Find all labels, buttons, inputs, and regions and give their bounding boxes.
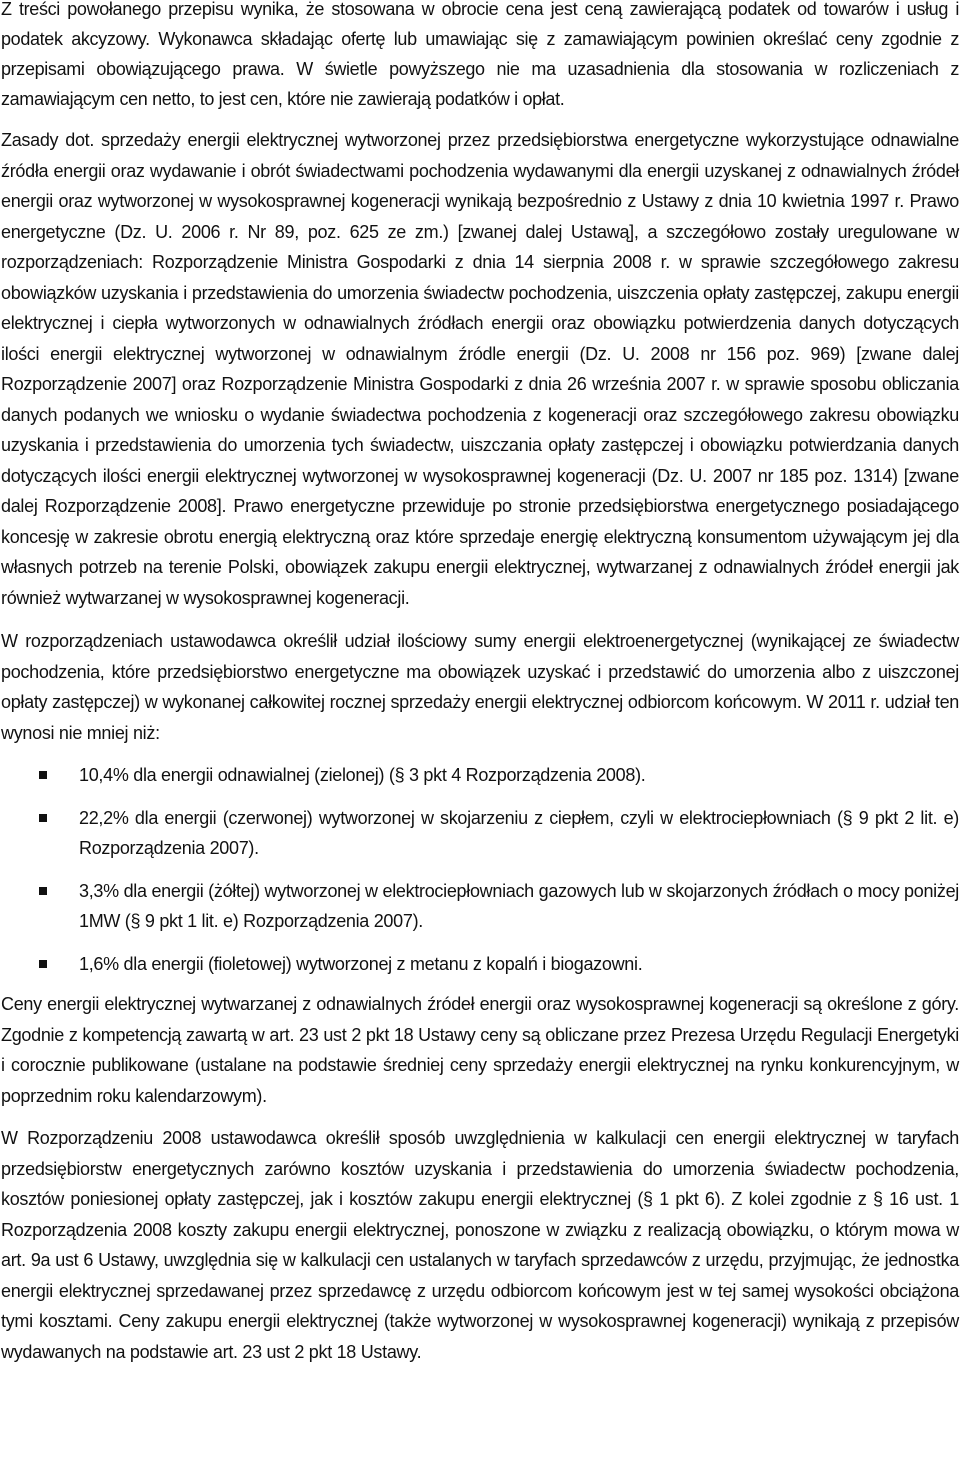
square-bullet-icon [39,814,47,822]
square-bullet-icon [39,887,47,895]
list-item [1,876,959,937]
list-item [1,760,959,791]
list-item [1,803,959,864]
paragraph-tariff-costs: W Rozporządzeniu 2008 ustawodawca określił sposób uwzględnienia w kalkulacji cen energii elektrycznej w taryfach przedsiębiorstw energetycznych zarówno kosztów uzyskania i przedstawienia do umorzenia świadectw pochodzenia, kosztów poniesionej opłaty zastępczej, jak i kosztów zakupu energii elektrycznej (§ 1 pkt 6). Z kolei zgodnie z § 16 ust. 1 Rozporządzenia 2008 koszty zakupu energii elektrycznej, ponoszone w związku z realizacją obowiązku, o którym mowa w art. 9a ust 6 Ustawy, uwzględnia się w kalkulacji cen ustalanych w taryfach sprzedawców z urzędu, przyjmując, że jednostka energii elektrycznej sprzedawanej przez sprzedawcę z urzędu odbiorcom końcowym jest w tej samej wysokości obciążona tymi kosztami. Ceny zakupu energii elektrycznej (także wytworzonej w wysokosprawnej kogeneracji) wynikają z przepisów wydawanych na podstawie art. 23 ust 2 pkt 18 Ustawy. [1,1128,959,1362]
list-item-text: 1,6% dla energii (fioletowej) wytworzonej z metanu z kopalń i biogazowni. [79,953,643,974]
list-item-text: 3,3% dla energii (żółtej) wytworzonej w elektrociepłowniach gazowych lub w skojarzonych źródłach o mocy poniżej 1MW (§ 9 pkt 1 lit. e) Rozporządzenia 2007). [79,880,959,931]
square-bullet-icon [39,960,47,968]
list-item-text: 10,4% dla energii odnawialnej (zielonej) (§ 3 pkt 4 Rozporządzenia 2008). [79,765,646,785]
list-item-text: 22,2% dla energii (czerwonej) wytworzonej w skojarzeniu z ciepłem, czyli w elektrociepłowniach (§ 9 pkt 2 lit. e) Rozporządzenia 2007). [79,807,959,858]
paragraph-regulation-shares: W rozporządzeniach ustawodawca określił udział ilościowy sumy energii elektroenergetycznej (wynikającej ze świadectw pochodzenia, które przedsiębiorstwo energetyczne ma obowiązek uzyskać i przedstawić do umorzenia albo z uiszczonej opłaty zastępczej) w wykonanej całkowitej rocznej sprzedaży energii elektrycznej odbiorcom końcowym. W 2011 r. udział ten wynosi nie mniej niż: [1,631,959,743]
paragraph-price-vat: Z treści powołanego przepisu wynika, że stosowana w obrocie cena jest ceną zawierającą podatek od towarów i usług i podatek akcyzowy. Wykonawca składając ofertę lub umawiając się z zamawiającym powinien określać ceny zgodnie z przepisami obowiązującego prawa. W świetle powyższego nie ma uzasadnienia dla stosowania w rozliczeniach z zamawiającym cen netto, to jest cen, które nie zawierają podatków i opłat. [1,0,959,109]
paragraph-energy-sales-rules: Zasady dot. sprzedaży energii elektrycznej wytworzonej przez przedsiębiorstwa energetyczne wykorzystujące odnawialne źródła energii oraz wydawanie i obrót świadectwami pochodzenia wydawanymi dla energii uzyskanej z odnawialnych źródeł energii oraz wytworzonej w wysokosprawnej kogeneracji wynikają bezpośrednio z Ustawy z dnia 10 kwietnia 1997 r. Prawo energetyczne (Dz. U. 2006 r. Nr 89, poz. 625 ze zm.) [zwanej dalej Ustawą], a szczegółowo zostały uregulowane w rozporządzeniach: Rozporządzenie Ministra Gospodarki z dnia 14 sierpnia 2008 r. w sprawie szczegółowego zakresu obowiązków uzyskania i przedstawienia do umorzenia świadectw pochodzenia, uiszczenia opłaty zastępczej, zakupu energii elektrycznej i ciepła wytworzonych w odnawialnych źródłach energii oraz obowiązku potwierdzenia danych dotyczących ilości energii elektrycznej wytworzonej w odnawialnym źródle energii (Dz. U. 2008 nr 156 poz. 969) [zwane dalej Rozporządzenie 2007] oraz Rozporządzenie Ministra Gospodarki z dnia 26 września 2007 r. w sprawie sposobu obliczania danych podanych we wniosku o wydanie świadectwa pochodzenia z kogeneracji oraz szczegółowego zakresu obowiązku uzyskania i przedstawienia do umorzenia tych świadectw, uiszczania opłaty zastępczej i obowiązku potwierdzania danych dotyczących ilości energii elektrycznej wytworzonej w wysokosprawnej kogeneracji (Dz. U. 2007 nr 185 poz. 1314) [zwane dalej Rozporządzenie 2008]. Prawo energetyczne przewiduje po stronie przedsiębiorstwa energetycznego posiadającego koncesję w zakresie obrotu energią elektryczną oraz które sprzedaje energię elektryczną konsumentom używającym jej dla własnych potrzeb na terenie Polski, obowiązek zakupu energii elektrycznej, wytwarzanej z odnawialnych źródeł energii jak również wytwarzanej w wysokosprawnej kogeneracji. [1,130,959,608]
energy-share-list [1,760,959,979]
list-item [1,949,959,980]
square-bullet-icon [39,771,47,779]
paragraph-energy-prices: Ceny energii elektrycznej wytwarzanej z odnawialnych źródeł energii oraz wysokosprawnej kogeneracji są określone z góry. Zgodnie z kompetencją zawartą w art. 23 ust 2 pkt 18 Ustawy ceny są obliczane przez Prezesa Urzędu Regulacji Energetyki i corocznie publikowane (ustalane na podstawie średniej ceny sprzedaży energii elektrycznej na rynku konkurencyjnym, w poprzednim roku kalendarzowym). [1,994,959,1106]
